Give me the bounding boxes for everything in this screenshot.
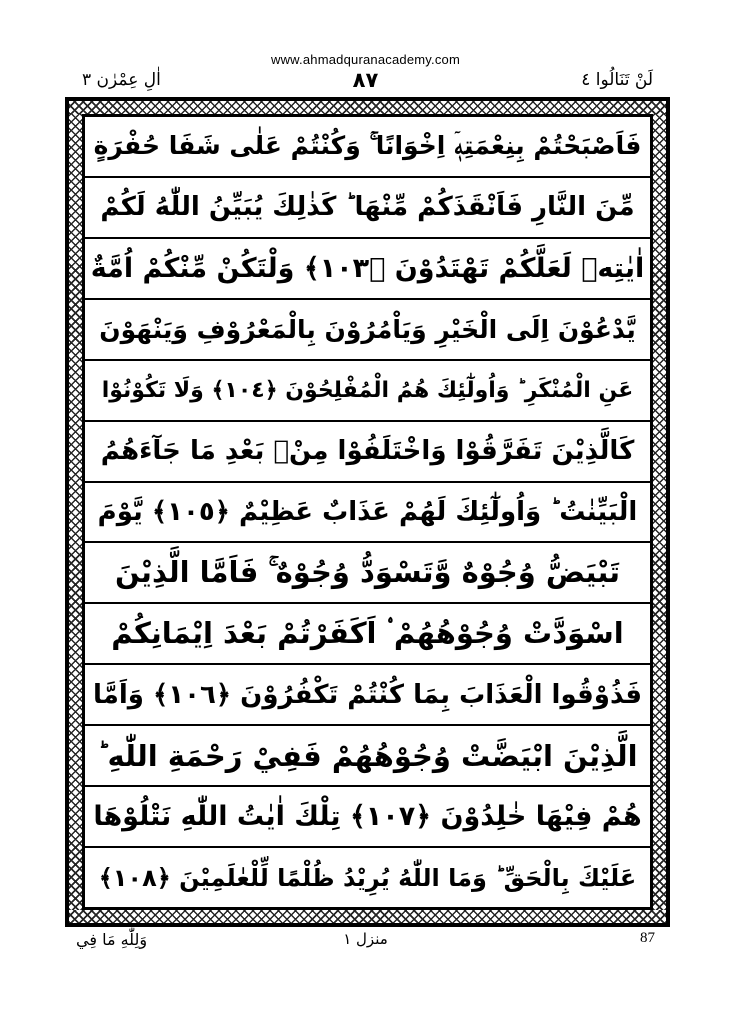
verse-line-13: عَلَيْكَ بِالْحَقِّ ؕ وَمَا اللّٰهُ يُرِيْدُ ظُلْمًا لِّلْعٰلَمِيْنَ ﴿١٠٨﴾ bbox=[98, 863, 637, 892]
next-page-word: وَلِلّٰهِ مَا فِي bbox=[76, 930, 148, 949]
border-ornament-left bbox=[69, 114, 82, 910]
verse-line-8: تَبْيَضُّ وُجُوْهٌ وَّتَسْوَدُّ وُجُوْهٌ ۚ فَاَمَّا الَّذِيْنَ bbox=[85, 543, 650, 604]
verse-line-10: فَذُوْقُوا الْعَذَابَ بِمَا كُنْتُمْ تَكْفُرُوْنَ ﴿١٠٦﴾ وَاَمَّا bbox=[85, 665, 650, 726]
border-ornament-top bbox=[69, 101, 666, 114]
verse-line-1: فَاَصْبَحْتُمْ بِنِعْمَتِهٖۤ اِخْوَانًا ۚ وَكُنْتُمْ عَلٰى شَفَا حُفْرَةٍ bbox=[85, 117, 650, 178]
verse-line-11: الَّذِيْنَ ابْيَضَّتْ وُجُوْهُهُمْ فَفِيْ رَحْمَةِ اللّٰهِ ؕ bbox=[85, 726, 650, 787]
verse-line-2: مِّنَ النَّارِ فَاَنْقَذَكُمْ مِّنْهَا ؕ كَذٰلِكَ يُبَيِّنُ اللّٰهُ لَكُمْ bbox=[85, 178, 650, 239]
surah-name: اٰلِ عِمْرٰن ٣ bbox=[82, 70, 161, 90]
verse-text-block bbox=[85, 117, 650, 907]
manzil-label: منزل ١ bbox=[343, 930, 388, 948]
website-url[interactable]: www.ahmadquranacademy.com bbox=[270, 52, 460, 67]
verse-line-6: كَالَّذِيْنَ تَفَرَّقُوْا وَاخْتَلَفُوْا مِنْۢ بَعْدِ مَا جَآءَهُمُ bbox=[85, 422, 650, 483]
verse-line-9: اسْوَدَّتْ وُجُوْهُهُمْ ۟ اَكَفَرْتُمْ بَعْدَ اِيْمَانِكُمْ bbox=[85, 604, 650, 665]
juz-name: لَنْ تَنَالُوا ٤ bbox=[581, 70, 653, 90]
border-ornament-right bbox=[653, 114, 666, 910]
verse-line-7: الْبَيِّنٰتُ ؕ وَاُولٰٓئِكَ لَهُمْ عَذَابٌ عَظِيْمٌ ﴿١٠٥﴾ يَّوْمَ bbox=[85, 483, 650, 544]
border-ornament-bottom bbox=[69, 910, 666, 923]
verse-line-3: اٰيٰتِهٖ لَعَلَّكُمْ تَهْتَدُوْنَ ﴿١٠٣﴾ وَلْتَكُنْ مِّنْكُمْ اُمَّةٌ bbox=[85, 239, 650, 300]
verse-line-4: يَّدْعُوْنَ اِلَى الْخَيْرِ وَيَاْمُرُوْنَ بِالْمَعْرُوْفِ وَيَنْهَوْنَ bbox=[85, 300, 650, 361]
verse-line-12: هُمْ فِيْهَا خٰلِدُوْنَ ﴿١٠٧﴾ تِلْكَ اٰيٰتُ اللّٰهِ نَتْلُوْهَا bbox=[85, 787, 650, 848]
page-number: 87 bbox=[640, 930, 655, 946]
page-number-arabic: ٨٧ bbox=[352, 68, 379, 92]
verse-line-5: عَنِ الْمُنْكَرِ ؕ وَاُولٰٓئِكَ هُمُ الْمُفْلِحُوْنَ ﴿١٠٤﴾ وَلَا تَكُوْنُوْا bbox=[85, 361, 650, 422]
